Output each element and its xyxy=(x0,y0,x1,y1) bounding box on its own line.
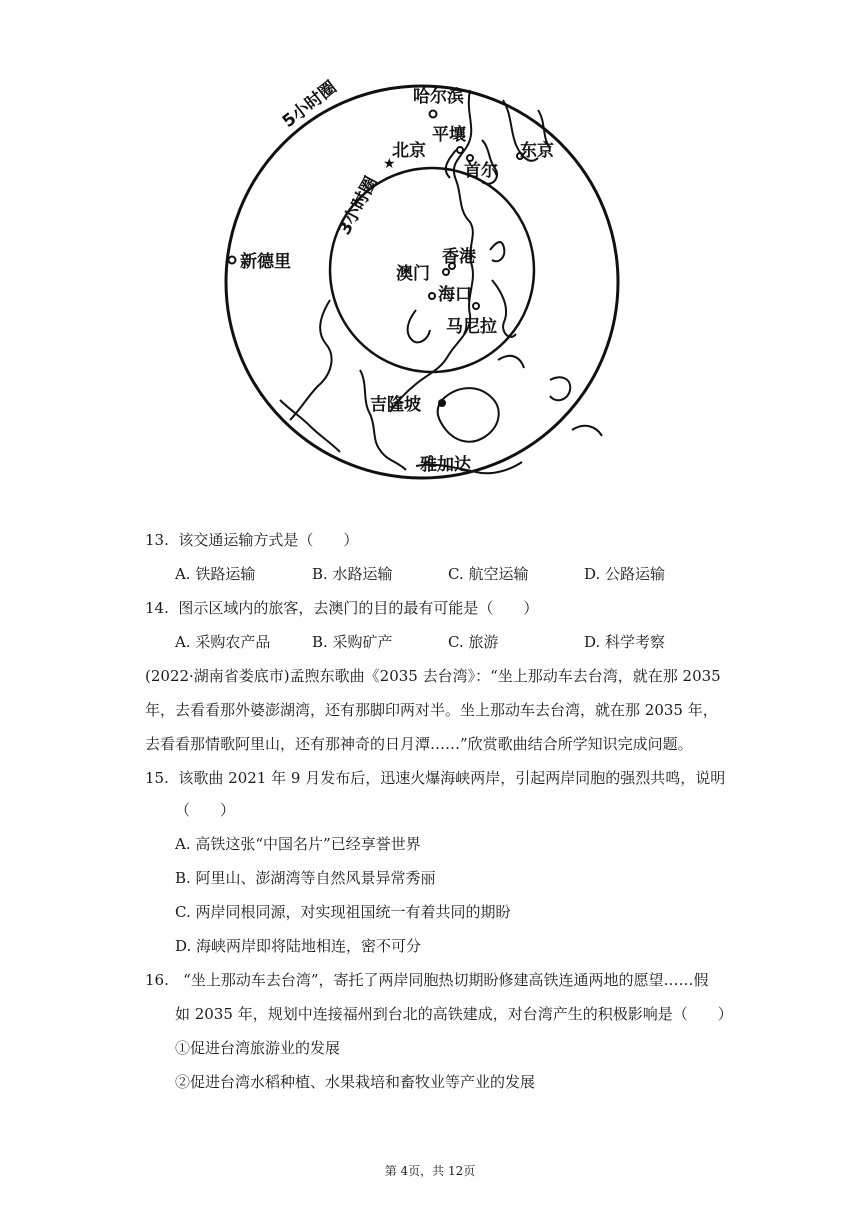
harbin-marker xyxy=(430,111,437,118)
q14-option-c: C. 旅游 xyxy=(448,633,499,651)
intro-line-3: 去看看那情歌阿里山，还有那神奇的日月潭……”欣赏歌曲结合所学知识完成问题。 xyxy=(145,735,693,753)
question-16-line-1: “坐上那动车去台湾”，寄托了两岸同胞热切期盼修建高铁连通两地的愿望……假 xyxy=(183,971,709,989)
q15-option-d: D. 海峡两岸即将陆地相连，密不可分 xyxy=(175,937,422,955)
q15-option-a: A. 高铁这张“中国名片”已经享誉世界 xyxy=(175,835,421,853)
haikou-label: 海口 xyxy=(438,285,472,305)
kl-label: 吉隆坡 xyxy=(370,395,421,415)
ring5-label: 5小时圈 xyxy=(278,77,341,132)
page-footer: 第 4页，共 12页 xyxy=(384,1164,476,1178)
question-14-stem: 图示区域内的旅客，去澳门的目的最有可能是（ ） xyxy=(178,599,539,617)
macau-marker xyxy=(443,269,449,275)
q13-option-a: A. 铁路运输 xyxy=(175,565,256,583)
q15-option-b: B. 阿里山、澎湖湾等自然风景异常秀丽 xyxy=(175,869,436,887)
q14-option-d: D. 科学考察 xyxy=(584,633,666,651)
beijing-label: 北京 xyxy=(392,141,426,161)
q16-item-2: ②促进台湾水稻种植、水果栽培和畜牧业等产业的发展 xyxy=(175,1073,536,1091)
kl-marker xyxy=(439,400,445,406)
question-15-stem: 该歌曲 2021 年 9 月发布后，迅速火爆海峡两岸，引起两岸同胞的强烈共鸣，说明 xyxy=(178,769,726,787)
manila-label: 马尼拉 xyxy=(446,317,497,337)
question-15 xyxy=(145,768,725,788)
ring3-label: 3小时圈 xyxy=(334,173,382,239)
q14-option-b: B. 采购矿产 xyxy=(312,633,393,651)
q16-item-1: ①促进台湾旅游业的发展 xyxy=(175,1039,341,1057)
question-15-number: 15. xyxy=(145,769,169,787)
macau-label: 澳门 xyxy=(396,264,430,284)
pyongyang-marker xyxy=(457,147,463,153)
manila-marker xyxy=(473,303,479,309)
question-15-paren: （ ） xyxy=(175,801,236,819)
newdelhi-marker xyxy=(229,257,236,264)
intro-line-2: 年，去看看那外婆澎湖湾，还有那脚印两对半。坐上那动车去台湾，就在那 2035 年， xyxy=(145,701,718,719)
question-14 xyxy=(145,598,538,618)
harbin-label: 哈尔滨 xyxy=(413,87,464,107)
hongkong-label: 香港 xyxy=(442,247,476,267)
question-16-line-2: 如 2035 年，规划中连接福州到台北的高铁建成，对台湾产生的积极影响是（ ） xyxy=(175,1005,733,1023)
q13-option-c: C. 航空运输 xyxy=(448,565,529,583)
tokyo-label: 东京 xyxy=(520,141,554,161)
time-circle-map xyxy=(220,70,620,490)
pyongyang-label: 平壤 xyxy=(432,125,466,145)
jakarta-label: 雅加达 xyxy=(420,455,471,475)
question-13-stem: 该交通运输方式是（ ） xyxy=(178,531,359,549)
q15-option-c: C. 两岸同根同源，对实现祖国统一有着共同的期盼 xyxy=(175,903,511,921)
intro-line-1: (2022·湖南省娄底市)孟煦东歌曲《2035 去台湾》：“坐上那动车去台湾，就在那 2035 xyxy=(145,667,721,685)
question-13-number: 13. xyxy=(145,531,169,549)
q13-option-d: D. 公路运输 xyxy=(584,565,666,583)
beijing-star-icon: ★ xyxy=(383,156,396,172)
seoul-label: 首尔 xyxy=(464,161,498,181)
newdelhi-label: 新德里 xyxy=(240,252,291,272)
q13-option-b: B. 水路运输 xyxy=(312,565,393,583)
haikou-marker xyxy=(429,293,435,299)
question-16 xyxy=(145,970,709,990)
question-13 xyxy=(145,530,358,550)
question-14-number: 14. xyxy=(145,599,169,617)
question-16-number: 16. xyxy=(145,971,169,989)
q14-option-a: A. 采购农产品 xyxy=(175,633,271,651)
